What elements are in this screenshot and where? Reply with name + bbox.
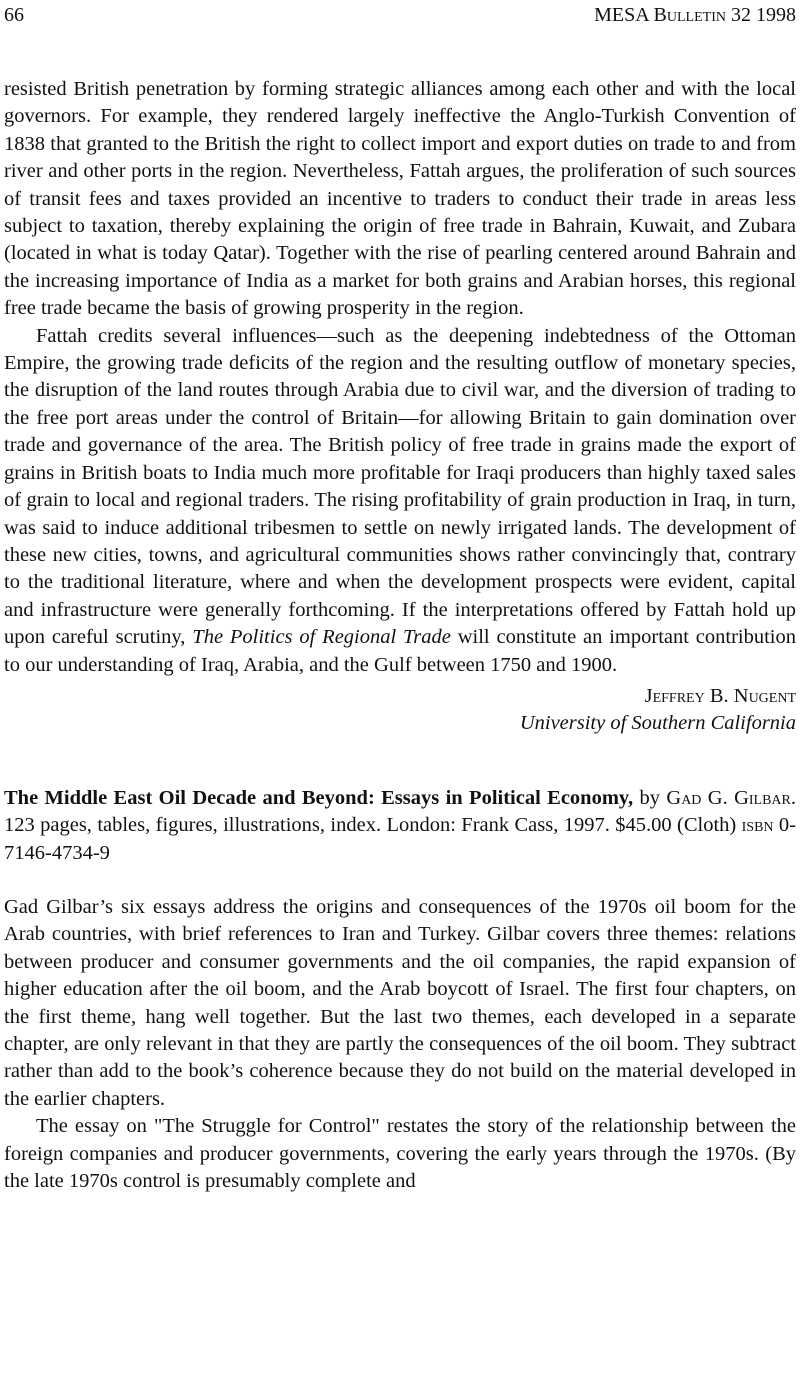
- review1-paragraph-1: resisted British penetration by forming strategic alliances among each other and with the local governors. For example, they rendered largely ineffective the Anglo-Turkish Convention of 1838 that granted to the British the right to collect import and export duties on trade to and from river and other ports in the region. Nevertheless, Fattah argues, the proliferation of such sources of transit fees and taxes provided an incentive to traders to conduct their trade in areas less subject to taxation, thereby explaining the origin of free trade in Bahrain, Kuwait, and Zubara (located in what is today Qatar). Together with the rise of pearling centered around Bahrain and the increasing importance of India as a market for both grains and Arabian horses, this regional free trade became the basis of growing prosperity in the region.: [4, 78, 796, 320]
- article-body: [4, 76, 796, 1195]
- review2-isbn: 0-7146-4734-9: [4, 814, 796, 864]
- review2-paragraph-2: The essay on "The Struggle for Control" restates the story of the relationship between the foreign companies and producer governments, covering the early years through the 1970s. (By the late 1970s control is presumably complete and: [4, 1115, 796, 1193]
- journal-title: MESA Bulletin 32 1998: [594, 4, 796, 26]
- review2-author: Gad G. Gilbar.: [666, 786, 797, 809]
- reviewer-signature: [4, 683, 796, 738]
- reviewer-affiliation: University of Southern California: [519, 712, 796, 735]
- review1-paragraph-2-end: will constitute an important contribution to our understanding of Iraq, Arabia, and the Gulf between 1750 and 1900.: [4, 626, 797, 676]
- review2-paragraph-1: Gad Gilbar’s six essays address the origins and consequences of the 1970s oil boom for the Arab countries, with brief references to Iran and Turkey. Gilbar covers three themes: relations between producer and consumer governments and the oil companies, the rapid expansion of higher education after the oil boom, and the Arab boycott of Israel. The first four chapters, on the first theme, hang well together. But the last two themes, each developed in a separate chapter, are only relevant in that they are partly the consequences of the oil boom. They subtract rather than add to the book’s coherence because they do not build on the material developed in the earlier chapters.: [4, 895, 796, 1110]
- review2-book-title: The Middle East Oil Decade and Beyond: Essays in Political Economy,: [4, 786, 634, 809]
- review1-paragraph-2-start: Fattah credits several influences—such as the deepening indebtedness of the Ottoman Empire, the growing trade deficits of the region and the resulting outflow of monetary species, the disruption of the land routes through Arabia due to civil war, and the diversion of trading to the free port areas under the control of Britain—for allowing Britain to gain domination over trade and governance of the area. The British policy of free trade in grains made the export of grains in British boats to India much more profitable for Iraqi producers than highly taxed sales of grain to local and regional traders. The rising profitability of grain production in Iraq, in turn, was said to induce additional tribesmen to settle on newly irrigated lands. The development of these new cities, towns, and agricultural communities shows rather convincingly that, contrary to the traditional literature, where and when the development prospects were evident, capital and infrastructure were generally forthcoming. If the interpretations offered by Fattah hold up upon careful scrutiny,: [4, 324, 796, 649]
- page-number: 66: [4, 4, 24, 26]
- review2-citation: [4, 785, 796, 867]
- review2-details: 123 pages, tables, figures, illustrations, index. London: Frank Cass, 1997. $45.00 (Cloth): [4, 814, 742, 837]
- review2-isbn-label: isbn: [741, 814, 774, 837]
- reviewer-name: Jeffrey B. Nugent: [644, 684, 796, 707]
- review2-by: by: [633, 786, 667, 809]
- review1-paragraph-2: [4, 323, 796, 679]
- running-head: [4, 4, 796, 34]
- review1-book-title: The Politics of Regional Trade: [192, 626, 451, 649]
